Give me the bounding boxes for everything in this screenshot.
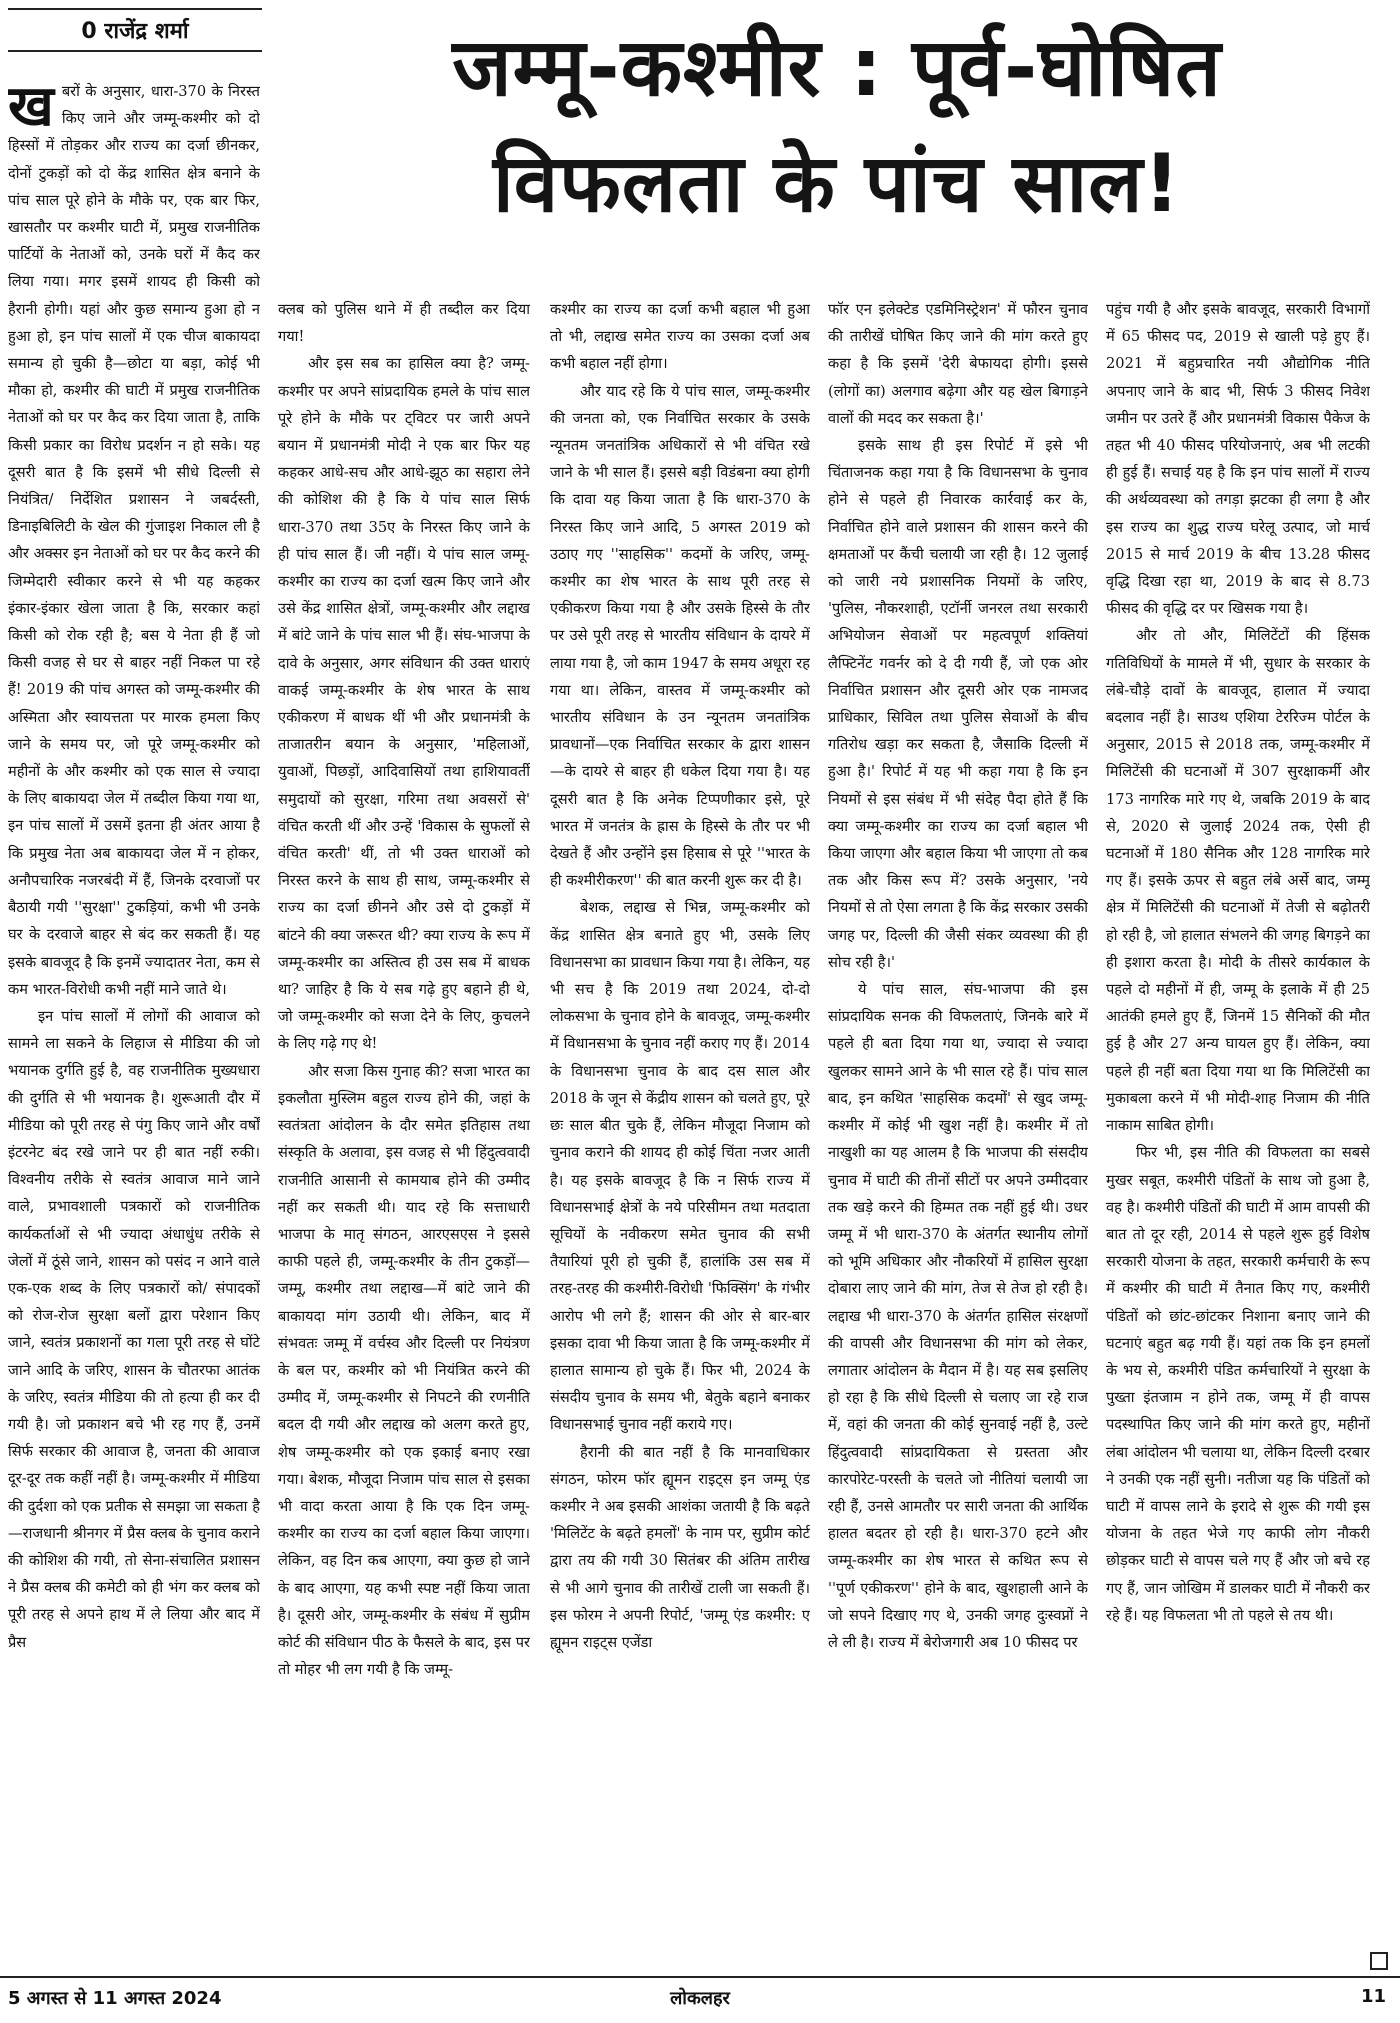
footer-rule [0,1976,1400,1978]
article-paragraph: फॉर एन इलेक्टेड एडमिनिस्ट्रेशन' में फौरन चुनाव की तारीखें घोषित किए जाने की मांग करते हुए कहा है कि इसमें 'देरी बेफायदा होगी। इससे (लोगों का) अलगाव बढ़ेगा और यह खेल बिगाड़ने वालों की मदद कर सकता है।' [828,301,1088,427]
article-paragraph: पहुंच गयी है और इसके बावजूद, सरकारी विभागों में 65 फीसद पद, 2019 से खाली पड़े हुए हैं। 2021 में बहुप्रचारित नयी औद्योगिक नीति अपनाए जाने के बाद भी, सिर्फ 3 फीसद निवेश जमीन पर उतरे हैं और प्रधानमंत्री विकास पैकेज के तहत भी 40 फीसद परियोजनाएं, अब भी लटकी ही हुई हैं। सचाई यह है कि इन पांच सालों में राज्य की अर्थव्यवस्था को तगड़ा झटका ही लगा है और इस राज्य का शुद्ध राज्य घरेलू उत्पाद, जो मार्च 2015 से मार्च 2019 के बीच 13.28 फीसद वृद्धि दिखा रहा था, 2019 के बाद से 8.73 फीसद की वृद्धि दर पर खिसक गया है। [1106,301,1370,618]
byline [8,8,262,52]
author-name: 0 राजेंद्र शर्मा [81,19,189,44]
footer-date: 5 अगस्त से 11 अगस्त 2024 [8,1988,222,2009]
page-number: 11 [1360,1986,1386,2007]
article-paragraph: क्लब को पुलिस थाने में ही तब्दील कर दिया गया! [278,301,530,346]
article-paragraph: कश्मीर का राज्य का दर्जा कभी बहाल भी हुआ तो भी, लद्दाख समेत राज्य का उसका दर्जा अब कभी बहाल नहीं होगा। [550,301,810,373]
end-of-article-mark [1370,1952,1388,1970]
article-paragraph: और तो और, मिलिटेंटों की हिंसक गतिविधियों के मामले में भी, सुधार के सरकार के लंबे-चौड़े दावों के बावजूद, हालात में ज्यादा बदलाव नहीं है। साउथ एशिया टेररिज्म पोर्टल के अनुसार, 2015 से 2018 तक, जम्मू-कश्मीर में मिलिटेंसी की घटनाओं में 307 सुरक्षाकर्मी और 173 नागरिक मारे गए थे, जबकि 2019 के बाद से, 2020 से जुलाई 2024 तक, ऐसी ही घटनाओं में 180 सैनिक और 128 नागरिक मारे गए हैं। इसके ऊपर से बहुत लंबे अर्से बाद, जम्मू क्षेत्र में मिलिटेंसी की घटनाओं में तेजी से बढ़ोतरी हो रही है, जो हालात संभलने की जगह बिगड़ने का ही इशारा करता है। मोदी के तीसरे कार्यकाल के पहले दो महीनों में ही, जम्मू के इलाके में ही 25 आतंकी हमले हुए हैं, जिनमें 15 सैनिकों की मौत हुई है और 27 अन्य घायल हुए हैं। लेकिन, क्या पहले ही नहीं बता दिया गया था कि मिलिटेंसी का मुकाबला करने में भी मोदी-शाह निजाम की नीति नाकाम साबित होगी। [1106,627,1370,1135]
headline-line-2: विफलता के पांच साल! [493,137,1181,230]
article-paragraph: ये पांच साल, संघ-भाजपा की इस सांप्रदायिक सनक की विफलताएं, जिनके बारे में पहले ही बता दिया गया था, ज्यादा से ज्यादा खुलकर सामने आने के भी साल रहे हैं। पांच साल बाद, इन कथित 'साहसिक कदमों' से खुद जम्मू-कश्मीर में कोई भी खुश नहीं है। कश्मीर में तो नाखुशी का यह आलम है कि भाजपा की संसदीय चुनाव में घाटी की तीनों सीटों पर अपने उम्मीदवार तक खड़े करने की हिम्मत तक नहीं हुई थी। उधर जम्मू में भी धारा-370 के अंतर्गत स्थानीय लोगों को भूमि अधिकार और नौकरियों में हासिल सुरक्षा दोबारा लाए जाने की मांग, तेज से तेज हो रही है। लद्दाख भी धारा-370 के अंतर्गत हासिल संरक्षणों की वापसी और विधानसभा की मांग को लेकर, लगातार आंदोलन के मैदान में है। यह सब इसलिए हो रहा है कि सीधे दिल्ली से चलाए जा रहे राज में, वहां की जनता की कोई सुनवाई नहीं है, उल्टे हिंदुत्ववादी सांप्रदायिकता से ग्रस्तता और कारपोरेट-परस्ती के चलते जो नीतियां चलायी जा रही हैं, उनसे आमतौर पर सारी जनता की आर्थिक हालत बदतर हो रही है। धारा-370 हटने और जम्मू-कश्मीर का शेष भारत से कथित रूप से ''पूर्ण एकीकरण'' होने के बाद, खुशहाली आने के जो सपने दिखाए गए थे, उनकी जगह दुःस्वप्नों ने ले ली है। राज्य में बेरोजगारी अब 10 फीसद पर [828,981,1088,1651]
footer-publication: लोकलहर [670,1988,730,2009]
headline [284,10,1390,242]
article-paragraph: और सजा किस गुनाह की? सजा भारत का इकलौता मुस्लिम बहुल राज्य होने की, जहां के स्वतंत्रता आंदोलन के दौर समेत इतिहास तथा संस्कृति के अलावा, इस वजह से भी हिंदुत्ववादी राजनीति आसानी से कामयाब होने की उम्मीद नहीं कर सकती थी। याद रहे कि सत्ताधारी भाजपा के मातृ संगठन, आरएसएस ने इससे काफी पहले ही, जम्मू-कश्मीर के तीन टुकड़ों—जम्मू, कश्मीर तथा लद्दाख—में बांटे जाने की बाकायदा मांग उठायी थी। लेकिन, बाद में संभवतः जम्मू में वर्चस्व और दिल्ली पर नियंत्रण के बल पर, कश्मीर को भी नियंत्रित करने की उम्मीद में, जम्मू-कश्मीर से निपटने की रणनीति बदल दी गयी और लद्दाख को अलग करते हुए, शेष जम्मू-कश्मीर को एक इकाई बनाए रखा गया। बेशक, मौजूदा निजाम पांच साल से इसका भी वादा करता आया है कि एक दिन जम्मू-कश्मीर का राज्य का दर्जा बहाल किया जाएगा। लेकिन, वह दिन कब आएगा, क्या कुछ हो जाने के बाद आएगा, यह कभी स्पष्ट नहीं किया जाता है। दूसरी ओर, जम्मू-कश्मीर के संबंध में सुप्रीम कोर्ट की संविधान पीठ के फैसले के बाद, इस पर तो मोहर भी लग गयी है कि जम्मू- [278,1062,530,1679]
article-paragraph: इसके साथ ही इस रिपोर्ट में इसे भी चिंताजनक कहा गया है कि विधानसभा के चुनाव होने से पहले ही निवारक कार्रवाई कर के, निर्वाचित होने वाले प्रशासन की शासन करने की क्षमताओं पर कैंची चलायी जा रही है। 12 जुलाई को जारी नये प्रशासनिक नियमों के जरिए, 'पुलिस, नौकरशाही, एटॉर्नी जनरल तथा सरकारी अभियोजन सेवाओं पर महत्वपूर्ण शक्तियां लैफ्टिनेंट गवर्नर को दे दी गयी हैं, जो एक ओर निर्वाचित प्रशासन और दूसरी ओर एक नामजद प्राधिकार, सिविल तथा पुलिस सेवाओं के बीच गतिरोध खड़ा कर सकता है, जैसाकि दिल्ली में हुआ है।' रिपोर्ट में यह भी कहा गया है कि इन नियमों से इस संबंध में भी संदेह पैदा होते हैं कि क्या जम्मू-कश्मीर का राज्य का दर्जा बहाल भी किया जाएगा और बहाल किया भी जाएगा तो कब तक और किस रूप में? उसके अनुसार, 'नये नियमों से तो ऐसा लगता है कि केंद्र सरकार उसकी जगह पर, दिल्ली की जैसी संकर व्यवस्था की ही सोच रही है।' [828,437,1088,971]
article-paragraph: हैरानी की बात नहीं है कि मानवाधिकार संगठन, फोरम फॉर ह्यूमन राइट्स इन जम्मू एंड कश्मीर ने अब इसकी आशंका जतायी है कि बढ़ते 'मिलिटेंट के बढ़ते हमलों' के नाम पर, सुप्रीम कोर्ट द्वारा तय की गयी 30 सितंबर की अंतिम तारीख से भी आगे चुनाव की तारीखें टाली जा सकती हैं। इस फोरम ने अपनी रिपोर्ट, 'जम्मू एंड कश्मीर: ए ह्यूमन राइट्स एजेंडा [550,1443,810,1651]
article-paragraph: और इस सब का हासिल क्या है? जम्मू-कश्मीर पर अपने सांप्रदायिक हमले के पांच साल पूरे होने के मौके पर ट्विटर पर जारी अपने बयान में प्रधानमंत्री मोदी ने एक बार फिर यह कहकर आधे-सच और आधे-झूठ का सहारा लेने की कोशिश की है कि ये पांच साल सिर्फ धारा-370 तथा 35ए के निरस्त किए जाने के ही पांच साल हैं। जी नहीं। ये पांच साल जम्मू-कश्मीर का राज्य का दर्जा खत्म किए जाने और उसे केंद्र शासित क्षेत्रों, जम्मू-कश्मीर और लद्दाख में बांटे जाने के पांच साल भी हैं। संघ-भाजपा के दावे के अनुसार, अगर संविधान की उक्त धाराएं वाकई जम्मू-कश्मीर के शेष भारत के साथ एकीकरण में बाधक थीं भी और प्रधानमंत्री के ताजातरीन बयान के अनुसार, 'महिलाओं, युवाओं, पिछड़ों, आदिवासियों तथा हाशियावर्ती समुदायों को सुरक्षा, गरिमा तथा अवसरों से' वंचित करती थीं और उन्हें 'विकास के सुफलों से वंचित करती' थीं, तो भी उक्त धाराओं को निरस्त करने के साथ ही साथ, जम्मू-कश्मीर से राज्य का दर्जा छीनने और उसे दो टुकड़ों में बांटने की क्या जरूरत थी? क्या राज्य के रूप में जम्मू-कश्मीर का अस्तित्व ही उस सब में बाधक था? जाहिर है कि ये सब गढ़े हुए बहाने ही थे, जो जम्मू-कश्मीर को सजा देने के लिए, कुचलने के लिए गढ़े गए थे! [278,355,530,1053]
article-paragraph: खबरों के अनुसार, धारा-370 के निरस्त किए जाने और जम्मू-कश्मीर को दो हिस्सों में तोड़कर और राज्य का दर्जा छीनकर, दोनों टुकड़ों को दो केंद्र शासित क्षेत्र बनाने के पांच साल पूरे होने के मौके पर, एक बार फिर, खासतौर पर कश्मीर घाटी में, प्रमुख राजनीतिक पार्टियों के नेताओं को, उनके घरों में कैद कर लिया गया। मगर इसमें शायद ही किसी को हैरानी होगी। यहां और कुछ समान्य हुआ हो न हुआ हो, इन पांच सालों में एक चीज बाकायदा समान्य हो चुकी है—छोटा या बड़ा, कोई भी मौका हो, कश्मीर की घाटी में प्रमुख राजनीतिक नेताओं को घर पर कैद कर दिया जाता है, ताकि किसी प्रकार का विरोध प्रदर्शन न हो सके। यह दूसरी बात है कि इसमें भी सीधे दिल्ली से नियंत्रित/ निर्देशित प्रशासन ने जबर्दस्ती, डिनाइबिलिटी के खेल की गुंजाइश निकाल ली है और अक्सर इन नेताओं को घर पर कैद करने की जिम्मेदारी स्वीकार करने से भी यह कहकर इंकार-इंकार खेला जाता है कि, सरकार कहां किसी को रोक रही है; बस ये नेता ही हैं जो किसी वजह से घर से बाहर नहीं निकल पा रहे हैं! 2019 की पांच अगस्त को जम्मू-कश्मीर की अस्मिता और स्वायत्तता पर मारक हमला किए जाने के समय पर, जो पूरे जम्मू-कश्मीर को महीनों के और कश्मीर को एक साल से ज्यादा के लिए बाकायदा जेल में तब्दील किया गया था, इन पांच सालों में उसमें इतना ही अंतर आया है कि प्रमुख नेता अब बाकायदा जेल में न होकर, अनौपचारिक नजरबंदी में हैं, जिनके दरवाजों पर बैठायी गयी ''सुरक्षा'' टुकड़ियां, कभी भी उनके घर के दरवाजे बाहर से बंद कर सकती हैं। यह इसके बावजूद है कि इनमें ज्यादातर नेता, कम से कम भारत-विरोधी कभी नहीं माने जाते थे। [8,78,260,998]
article-column-2 [278,296,530,1950]
article-column-5 [1106,296,1370,1950]
article-paragraph: और याद रहे कि ये पांच साल, जम्मू-कश्मीर की जनता को, एक निर्वाचित सरकार के उसके न्यूनतम जनतांत्रिक अधिकारों से भी वंचित रखे जाने के भी साल हैं। इससे बड़ी विडंबना क्या होगी कि दावा यह किया जाता है कि धारा-370 के निरस्त किए जाने आदि, 5 अगस्त 2019 को उठाए गए ''साहसिक'' कदमों के जरिए, जम्मू-कश्मीर का शेष भारत के साथ पूरी तरह से एकीकरण किया गया है और उसके हिस्से के तौर पर उसे पूरी तरह से भारतीय संविधान के दायरे में लाया गया है, जो काम 1947 के समय अधूरा रह गया था। लेकिन, वास्तव में जम्मू-कश्मीर को भारतीय संविधान के उन न्यूनतम जनतांत्रिक प्रावधानों—एक निर्वाचित सरकार के द्वारा शासन—के दायरे से बाहर ही धकेल दिया गया है। यह दूसरी बात है कि अनेक टिप्पणीकार इसे, पूरे भारत में जनतंत्र के ह्रास के हिस्से के तौर पर भी देखते हैं और उन्होंने इस हिसाब से पूरे ''भारत के ही कश्मीरीकरण'' की बात करनी शुरू कर दी है। [550,382,810,890]
article-paragraph: फिर भी, इस नीति की विफलता का सबसे मुखर सबूत, कश्मीरी पंडितों के साथ जो हुआ है, वह है। कश्मीरी पंडितों की घाटी में आम वापसी की बात तो दूर रही, 2014 से पहले शुरू हुई विशेष सरकारी योजना के तहत, सरकारी कर्मचारी के रूप में कश्मीर की घाटी में तैनात किए गए, कश्मीरी पंडितों को छांट-छांटकर निशाना बनाए जाने की घटनाएं बहुत बढ़ गयी हैं। यहां तक कि इन हमलों के भय से, कश्मीरी पंडित कर्मचारियों ने सुरक्षा के पुख्ता इंतजाम न होने तक, जम्मू में ही वापस पदस्थापित किए जाने की मांग करते हुए, महीनों लंबा आंदोलन भी चलाया था, लेकिन दिल्ली दरबार ने उनकी एक नहीं सुनी। नतीजा यह कि पंडितों को घाटी में वापस लाने के इरादे से शुरू की गयी इस योजना के तहत भेजे गए काफी लोग नौकरी छोड़कर घाटी से वापस चले गए हैं और जो बचे रह गए हैं, जान जोखिम में डालकर घाटी में नौकरी कर रहे हैं। यह विफलता भी तो पहले से तय थी। [1106,1144,1370,1624]
headline-line-1: जम्मू-कश्मीर : पूर्व-घोषित [452,21,1222,114]
article-column-3 [550,296,810,1950]
drop-cap: ख [8,78,54,139]
article-column-4 [828,296,1088,1950]
article-column-1 [8,78,260,1950]
article-paragraph: बेशक, लद्दाख से भिन्न, जम्मू-कश्मीर को केंद्र शासित क्षेत्र बनाते हुए भी, उसके लिए विधानसभा का प्रावधान किया गया है। लेकिन, यह भी सच है कि 2019 तथा 2024, दो-दो लोकसभा के चुनाव होने के बावजूद, जम्मू-कश्मीर में विधानसभा के चुनाव नहीं कराए गए हैं। 2014 के विधानसभा चुनाव के बाद दस साल और 2018 के जून से केंद्रीय शासन को चलते हुए, पूरे छः साल बीत चुके हैं, लेकिन मौजूदा निजाम को चुनाव कराने की शायद ही कोई चिंता नजर आती है। यह इसके बावजूद है कि न सिर्फ राज्य में विधानसभाई क्षेत्रों के नये परिसीमन तथा मतदाता सूचियों के नवीकरण समेत चुनाव की सभी तैयारियां पूरी हो चुकी हैं, हालांकि उस सब में तरह-तरह की कश्मीरी-विरोधी 'फिक्सिंग' के गंभीर आरोप भी लगे हैं; शासन की ओर से बार-बार इसका दावा भी किया जाता है कि जम्मू-कश्मीर में हालात सामान्य हो चुके हैं। फिर भी, 2024 के संसदीय चुनाव के समय भी, बेतुके बहाने बनाकर विधानसभाई चुनाव नहीं कराये गए। [550,899,810,1434]
article-paragraph: इन पांच सालों में लोगों की आवाज को सामने ला सकने के लिहाज से मीडिया की जो भयानक दुर्गति हुई है, वह राजनीतिक मुख्यधारा की दुर्गति से भी भयानक है। शुरूआती दौर में मीडिया को पूरी तरह से पंगु किए जाने और वर्षों इंटरनेट बंद रखे जाने पर ही बात नहीं रुकी। विश्वनीय तरीके से स्वतंत्र आवाज माने जाने वाले, प्रभावशाली पत्रकारों को राजनीतिक कार्यकर्ताओं से भी ज्यादा अंधाधुंध तरीके से जेलों में ठूंसे जाने, शासन को पसंद न आने वाले एक-एक शब्द के लिए पत्रकारों को/ संपादकों को रोज-रोज सुरक्षा बलों द्वारा परेशान किए जाने, स्वतंत्र प्रकाशनों का गला पूरी तरह से घोंटे जाने आदि के जरिए, शासन के चौतरफा आतंक के जरिए, स्वतंत्र मीडिया की तो हत्या ही कर दी गयी है। जो प्रकाशन बचे भी रह गए हैं, उनमें सिर्फ सरकार की आवाज है, जनता की आवाज दूर-दूर तक कहीं नहीं है। जम्मू-कश्मीर में मीडिया की दुर्दशा को एक प्रतीक से समझा जा सकता है—राजधानी श्रीनगर में प्रैस क्लब के चुनाव कराने की कोशिश की गयी, तो सेना-संचालित प्रशासन ने प्रैस क्लब की कमेटी को ही भंग कर क्लब को पूरी तरह से अपने हाथ में ले लिया और बाद में प्रैस [8,1007,260,1651]
